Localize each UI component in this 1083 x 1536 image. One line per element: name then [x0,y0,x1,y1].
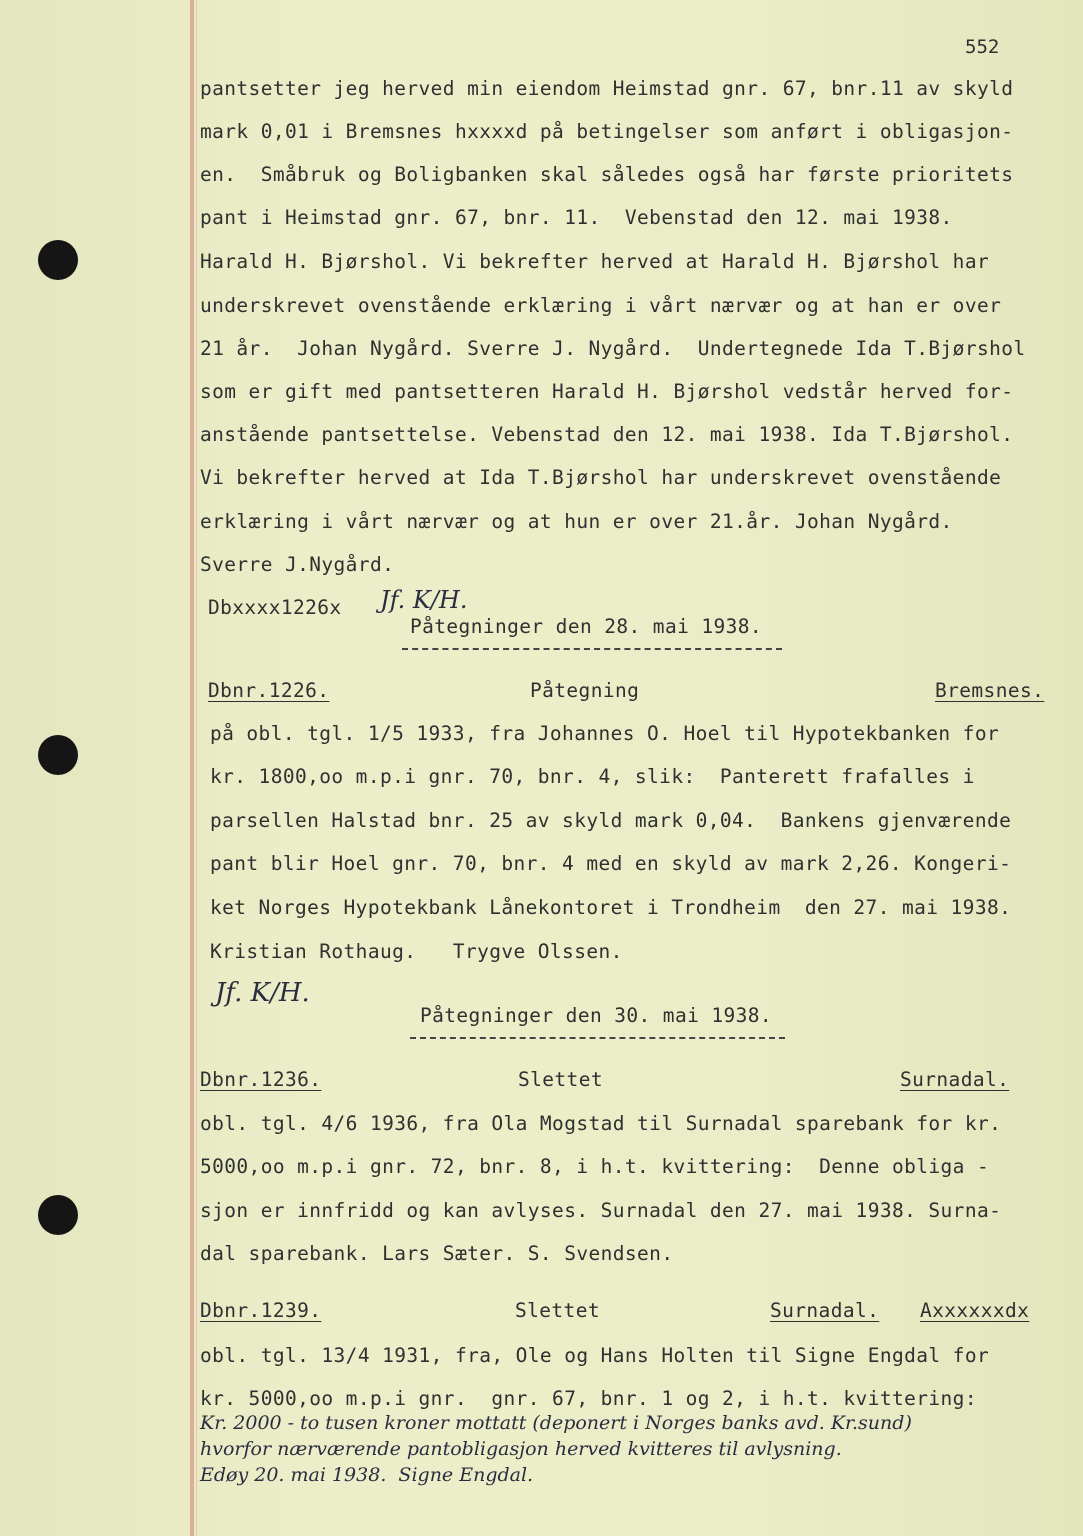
entry-type: Slettet [518,1068,603,1091]
struck-text: Axxxxxxdx [920,1299,1030,1322]
entry-place: Bremsnes. [935,679,1045,702]
handwritten-line: Kr. 2000 - to tusen kroner mottatt (deponert i Norges banks avd. Kr.sund) [200,1412,912,1434]
handwritten-line: Edøy 20. mai 1938. Signe Engdal. [200,1464,534,1486]
entry-place: Surnadal. [770,1299,880,1322]
text-line: Harald H. Bjørshol. Vi bekrefter herved at Harald H. Bjørshol har [200,250,990,273]
entry-text-line: pant blir Hoel gnr. 70, bnr. 4 med en skyld av mark 2,26. Kongeri- [210,852,1012,875]
text-line: 21 år. Johan Nygård. Sverre J. Nygård. Undertegnede Ida T.Bjørshol [200,337,1026,360]
page-number: 552 [965,36,1000,58]
text-line: erklæring i vårt nærvær og at hun er over 21.år. Johan Nygård. [200,510,953,533]
entry-text-line: dal sparebank. Lars Sæter. S. Svendsen. [200,1242,674,1265]
entry-dbnr: Dbnr.1239. [200,1299,322,1322]
entry-text-line: sjon er innfridd og kan avlyses. Surnadal den 27. mai 1938. Surna- [200,1199,1002,1222]
handwritten-line: hvorfor nærværende pantobligasjon herved kvitteres til avlysning. [200,1438,842,1460]
struck-text: Dbxxxx1226x [208,596,342,619]
margin-rule [190,0,194,1536]
text-line: Vi bekrefter herved at Ida T.Bjørshol har underskrevet ovenstående [200,466,1002,489]
entry-text-line: Kristian Rothaug. Trygve Olssen. [210,940,623,963]
entry-type: Påtegning [530,679,640,702]
entry-text-line: obl. tgl. 13/4 1931, fra, Ole og Hans Holten til Signe Engdal for [200,1344,990,1367]
text-line: pantsetter jeg herved min eiendom Heimstad gnr. 67, bnr.11 av skyld [200,77,1014,100]
entry-dbnr: Dbnr.1236. [200,1068,322,1091]
text-line: en. Småbruk og Boligbanken skal således også har første prioritets [200,163,1014,186]
entry-text-line: på obl. tgl. 1/5 1933, fra Johannes O. Hoel til Hypotekbanken for [210,722,1000,745]
heading-underline [402,648,782,650]
entry-place: Surnadal. [900,1068,1010,1091]
entry-type: Slettet [515,1299,600,1322]
section-heading: Påtegninger den 28. mai 1938. [410,615,763,638]
section-heading: Påtegninger den 30. mai 1938. [420,1004,773,1027]
heading-underline [410,1037,785,1039]
text-line: Sverre J.Nygård. [200,553,395,576]
text-line: mark 0,01 i Bremsnes hxxxxd på betingelser som anført i obligasjon- [200,120,1014,143]
text-line: underskrevet ovenstående erklæring i vårt nærvær og at han er over [200,294,1002,317]
initials-handwritten: Jf. K/H. [215,978,310,1008]
entry-text-line: kr. 5000,oo m.p.i gnr. gnr. 67, bnr. 1 og 2, i h.t. kvittering: [200,1387,977,1410]
initials-handwritten: Jf. K/H. [380,586,468,614]
entry-text-line: 5000,oo m.p.i gnr. 72, bnr. 8, i h.t. kvittering: Denne obliga - [200,1155,990,1178]
text-line: pant i Heimstad gnr. 67, bnr. 11. Vebenstad den 12. mai 1938. [200,206,953,229]
text-line: som er gift med pantsetteren Harald H. Bjørshol vedstår herved for- [200,380,1014,403]
entry-text-line: parsellen Halstad bnr. 25 av skyld mark 0,04. Bankens gjenværende [210,809,1012,832]
punch-hole-icon [38,735,78,775]
entry-text-line: obl. tgl. 4/6 1936, fra Ola Mogstad til Surnadal sparebank for kr. [200,1112,1002,1135]
punch-hole-icon [38,1195,78,1235]
margin-rule-secondary [196,0,197,1536]
text-line: anstående pantsettelse. Vebenstad den 12. mai 1938. Ida T.Bjørshol. [200,423,1014,446]
entry-dbnr: Dbnr.1226. [208,679,330,702]
entry-text-line: ket Norges Hypotekbank Lånekontoret i Trondheim den 27. mai 1938. [210,896,1012,919]
punch-hole-icon [38,240,78,280]
entry-text-line: kr. 1800,oo m.p.i gnr. 70, bnr. 4, slik: Panterett frafalles i [210,765,975,788]
